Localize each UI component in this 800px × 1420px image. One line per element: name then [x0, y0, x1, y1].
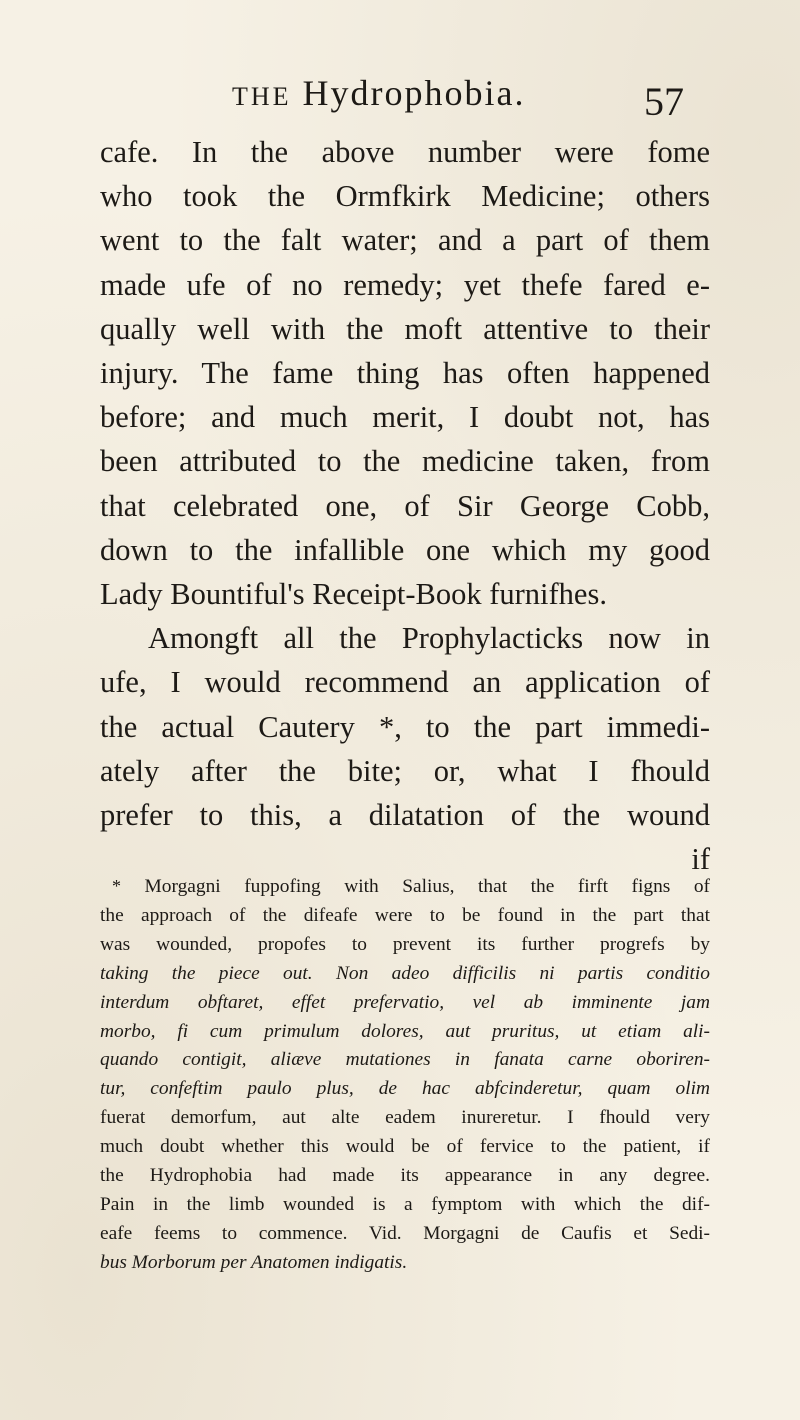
footnote-line: fuerat demorfum, aut alte eadem inureretur. I fhould very — [100, 1107, 710, 1129]
footnote-line: tur, confeftim paulo plus, de hac abfcinderetur, quam olim — [100, 1078, 710, 1100]
footnote-line: much doubt whether this would be of fervice to the patient, if — [100, 1136, 710, 1158]
text-line: made ufe of no remedy; yet thefe fared e- — [100, 267, 710, 302]
body-text — [100, 130, 710, 881]
footnote-line: quando contigit, aliæve mutationes in fanata carne oboriren- — [100, 1049, 710, 1071]
footnote-line-text: Morgagni fuppofing with Salius, that the firft figns of — [144, 876, 710, 897]
footnote — [100, 872, 710, 1278]
footnote-line: Pain in the limb wounded is a fymptom with which the dif- — [100, 1193, 710, 1215]
text-line: before; and much merit, I doubt not, has — [100, 400, 710, 435]
footnote-line: bus Morborum per Anatomen indigatis. — [100, 1251, 408, 1273]
text-line: injury. The fame thing has often happened — [100, 356, 710, 391]
catchword: if — [691, 842, 710, 877]
text-line: ufe, I would recommend an application of — [100, 665, 710, 700]
text-line: who took the Ormfkirk Medicine; others — [100, 179, 710, 214]
footnote-line — [100, 872, 710, 902]
footnote-line: the Hydrophobia had made its appearance in any degree. — [100, 1165, 710, 1187]
text-line: been attributed to the medicine taken, from — [100, 444, 710, 479]
footnote-line: the approach of the difeafe were to be found in the part that — [100, 904, 710, 926]
page-header — [0, 72, 800, 132]
text-line: Amongft all the Prophylacticks now in — [148, 621, 710, 656]
text-line: prefer to this, a dilatation of the wound — [100, 798, 710, 833]
text-line: the actual Cautery *, to the part immedi- — [100, 709, 710, 744]
text-line: that celebrated one, of Sir George Cobb, — [100, 488, 710, 523]
text-line: qually well with the moft attentive to their — [100, 311, 710, 346]
text-line: ately after the bite; or, what I fhould — [100, 753, 710, 788]
running-head-small: THE — [232, 82, 292, 111]
text-line: went to the falt water; and a part of them — [100, 223, 710, 258]
footnote-line: morbo, fi cum primulum dolores, aut pruritus, ut etiam ali- — [100, 1020, 710, 1042]
text-line: cafe. In the above number were fome — [100, 135, 710, 169]
running-head-main: Hydrophobia. — [302, 73, 526, 113]
footnote-line: taking the piece out. Non adeo difficilis ni partis conditio — [100, 962, 710, 984]
footnote-line: was wounded, propofes to prevent its further progrefs by — [100, 933, 710, 955]
running-head — [232, 72, 526, 114]
text-line: Lady Bountiful's Receipt-Book furnifhes. — [100, 577, 607, 612]
footnote-mark: * — [112, 876, 121, 896]
footnote-line: interdum obftaret, effet prefervatio, vel ab imminente jam — [100, 991, 710, 1013]
footnote-line: eafe feems to commence. Vid. Morgagni de Caufis et Sedi- — [100, 1222, 710, 1244]
text-line: down to the infallible one which my good — [100, 532, 710, 567]
page-number: 57 — [644, 79, 684, 124]
